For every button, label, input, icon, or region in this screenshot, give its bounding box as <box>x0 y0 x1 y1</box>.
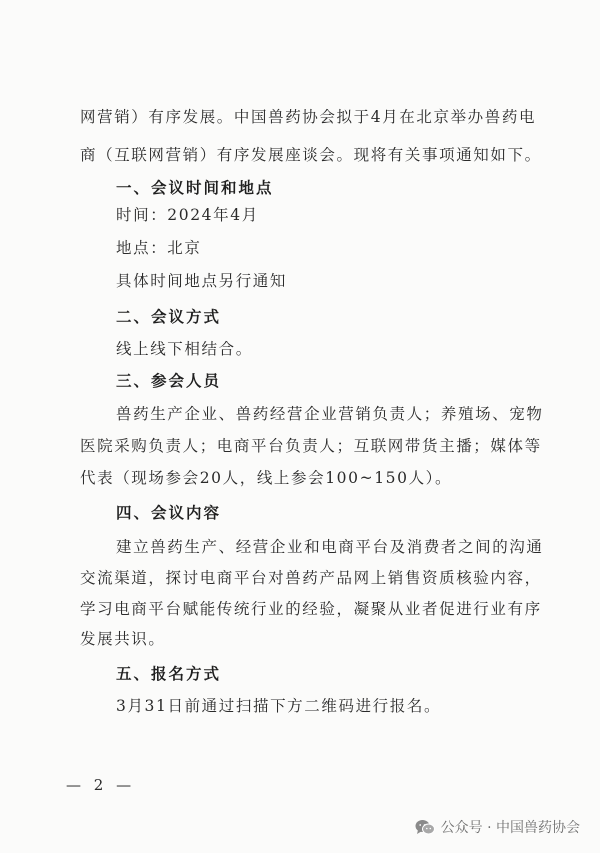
notice-line: 具体时间地点另行通知 <box>116 272 288 290</box>
page-number: — 2 — <box>66 776 136 794</box>
attendees-line-3: 代表（现场参会20人，线上参会100~150人）。 <box>80 469 453 487</box>
wechat-icon <box>415 819 435 836</box>
intro-line-2: 商（互联网营销）有序发展座谈会。现将有关事项通知如下。 <box>80 146 542 164</box>
section-heading-time-place: 一、会议时间和地点 <box>116 179 274 197</box>
content-line-1: 建立兽药生产、经营企业和电商平台及消费者之间的沟通 <box>116 538 544 556</box>
section-heading-method: 二、会议方式 <box>116 308 222 326</box>
section-heading-content: 四、会议内容 <box>116 504 222 522</box>
section-heading-registration: 五、报名方式 <box>116 665 222 683</box>
section-heading-attendees: 三、参会人员 <box>116 372 222 390</box>
registration-line: 3月31日前通过扫描下方二维码进行报名。 <box>116 697 442 715</box>
content-line-4: 发展共识。 <box>80 630 166 648</box>
method-line: 线上线下相结合。 <box>116 340 253 358</box>
content-line-3: 学习电商平台赋能传统行业的经验，凝聚从业者促进行业有序 <box>80 600 542 618</box>
time-line: 时间：2024年4月 <box>116 206 259 224</box>
attendees-line-1: 兽药生产企业、兽药经营企业营销负责人；养殖场、宠物 <box>116 405 544 423</box>
intro-line-1: 网营销）有序发展。中国兽药协会拟于4月在北京举办兽药电 <box>80 108 537 126</box>
attendees-line-2: 医院采购负责人；电商平台负责人；互联网带货主播；媒体等 <box>80 437 542 455</box>
place-line: 地点：北京 <box>116 239 202 257</box>
content-line-2: 交流渠道，探讨电商平台对兽药产品网上销售资质核验内容， <box>80 569 542 587</box>
watermark-text: 公众号 · 中国兽药协会 <box>440 820 580 836</box>
wechat-watermark <box>415 817 580 837</box>
